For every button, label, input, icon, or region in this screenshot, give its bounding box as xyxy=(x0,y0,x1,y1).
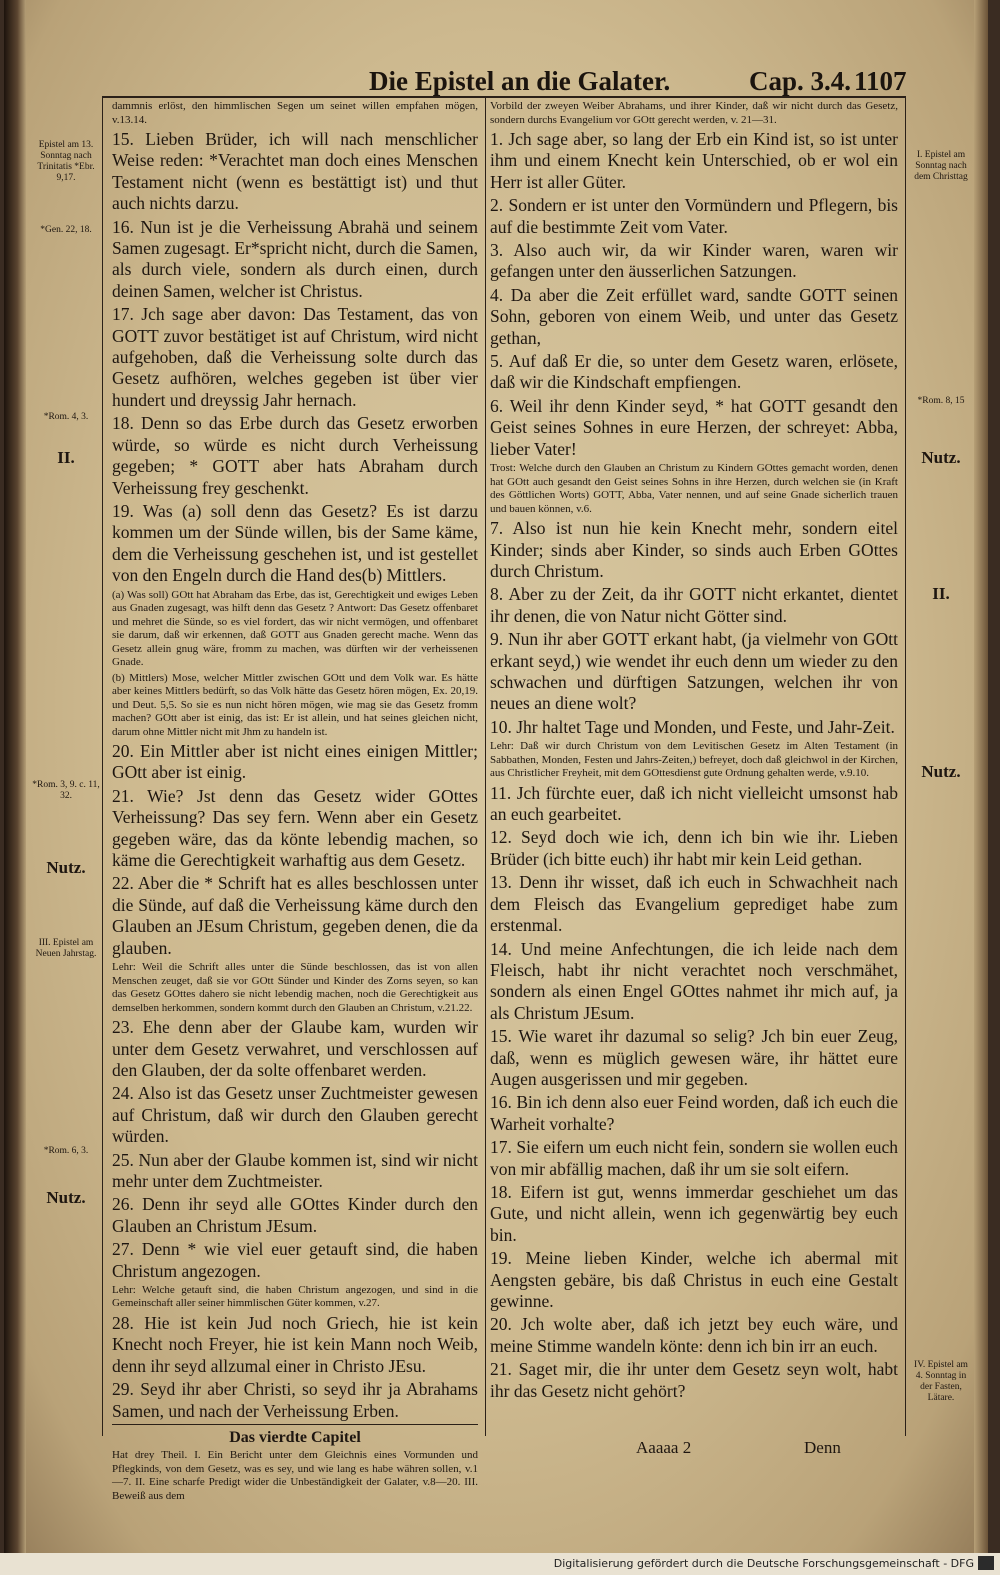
chapter-heading: Das vierdte Capitel xyxy=(112,1424,478,1447)
verse-paragraph: 5. Auf daß Er die, so unter dem Gesetz waren, erlösete, daß wir die Kindschaft empfiengen. xyxy=(490,351,898,393)
verse-paragraph: 29. Seyd ihr aber Christi, so seyd ihr ja Abrahams Samen, und nach der Verheissung Erben. xyxy=(112,1379,478,1421)
verse-paragraph: 1. Jch sage aber, so lang der Erb ein Kind ist, so ist unter ihm und einem Knecht kein Unterschied, ob er wol ein Herr ist aller Güter. xyxy=(490,129,898,192)
commentary-paragraph: Vorbild der zweyen Weiber Abrahams, und ihrer Kinder, daß wir nicht durch das Gesetz, sondern durchs Evangelium vor GOtt gerecht werden, v. 21—31. xyxy=(490,100,898,126)
verse-paragraph: 16. Nun ist je die Verheissung Abrahä und seinem Samen zugesagt. Er*spricht nicht, durch die Samen, als durch viele, sondern als durch einen, durch deinen Samen, welcher ist Christus. xyxy=(112,216,478,301)
verse-paragraph: 11. Jch fürchte euer, daß ich nicht vielleicht umsonst hab an euch gearbeitet. xyxy=(490,782,898,825)
verse-paragraph: 10. Jhr haltet Tage und Monden, und Feste, und Jahr-Zeit. xyxy=(490,716,895,737)
margin-note-left: III. Epistel am Neuen Jahrstag. xyxy=(35,938,97,959)
margin-note-left: Epistel am 13. Sonntag nach Trinitatis *Ebr. 9,17. xyxy=(37,140,95,183)
verse-paragraph: 17. Jch sage aber davon: Das Testament, das von GOTT zuvor bestätiget ist auf Christum, wird nicht aufgehoben, daß die Verheissung solte durch das Gesetz aufhören, welches gegeben ist über vier hundert und dreyssig Jahr hernach. xyxy=(112,304,478,410)
book-spine-shadow xyxy=(4,0,26,1575)
commentary-paragraph: (b) Mittlers) Mose, welcher Mittler zwischen GOtt und dem Volk war. Es hätte aber keines Mittlers bedürft, so das Volk hätte das Gesetz hören mögen, Ex. 20,19. und Deut. 5,5. So sie es nun nicht hören mögen, wie mag sie das Gesetz fromm machen? GOtt aber ist einig, das ist: Er ist allein, und hat seines gleichen nicht, darum ohne Mittler nicht mit Jhm zu handeln ist. xyxy=(112,671,478,738)
verse-paragraph: 9. Nun ihr aber GOTT erkant habt, (ja vielmehr von GOtt erkant seyd,) wie wendet ihr euch denn um wieder zu den schwachen und dürftigen Satzungen, welchen ihr von neues an diene wolt? xyxy=(490,629,898,714)
margin-note-left: Nutz. xyxy=(46,858,86,877)
right-text-column xyxy=(490,100,898,1438)
verse-paragraph: 13. Denn ihr wisset, daß ich euch in Schwachheit nach dem Fleisch das Evangelium geprediget habe zum erstenmal. xyxy=(490,872,898,936)
margin-note-right: Nutz. xyxy=(921,762,961,781)
digitization-note: Digitalisierung gefördert durch die Deutsche Forschungsgemeinschaft - DFG xyxy=(553,1557,974,1570)
verse-paragraph: 19. Meine lieben Kinder, welche ich abermal mit Aengsten gebäre, bis daß Christus in euch eine Gestalt gewinne. xyxy=(490,1248,898,1311)
book-page xyxy=(4,0,988,1575)
verse-paragraph: 4. Da aber die Zeit erfüllet ward, sandte GOTT seinen Sohn, geboren von einem Weib, und unter das Gesetz gethan, xyxy=(490,284,898,348)
margin-note-left: *Rom. 6, 3. xyxy=(43,1146,89,1156)
verse-paragraph: 2. Sondern er ist unter den Vormündern und Pflegern, bis auf die bestimmte Zeit vom Vater. xyxy=(490,195,898,237)
verse-paragraph: 27. Denn * wie viel euer getauft sind, die haben Christum angezogen. xyxy=(112,1239,478,1281)
margin-note-left: *Gen. 22, 18. xyxy=(40,225,92,235)
margin-note-right: II. xyxy=(932,584,950,603)
verse-paragraph: 14. Und meine Anfechtungen, die ich leide nach dem Fleisch, habt ihr nicht verachtet noch verschmähet, sondern als einen Engel GOttes nahmet ihr mich auf, ja als Christum JEsum. xyxy=(490,938,898,1023)
commentary-paragraph: Lehr: Daß wir durch Christum von dem Levitischen Gesetz im Alten Testament (in Sabbathen, Monden, Festen und Jahrs-Zeiten,) befreyet, doch daß gleichwol in der Kirchen, aus Christlicher Freyheit, mit dem GOttesdienst gute Ordnung gehalten werde, v.9.10. xyxy=(490,740,898,780)
verse-paragraph: 15. Lieben Brüder, ich will nach menschlicher Weise reden: *Verachtet man doch eines Menschen Testament nicht (wenn es bestättigt ist) und thut auch nichts darzu. xyxy=(112,129,478,214)
verse-paragraph: 23. Ehe denn aber der Glaube kam, wurden wir unter dem Gesetz verwahret, und verschlossen auf den Glauben, der da solte offenbaret werden. xyxy=(112,1017,478,1080)
right-frame-rule xyxy=(905,98,906,1436)
verse-paragraph: 20. Ein Mittler aber ist nicht eines einigen Mittler; GOtt aber ist einig. xyxy=(112,741,478,783)
verse-paragraph: 17. Sie eifern um euch nicht fein, sondern sie wollen euch von mir abfällig machen, daß ihr um sie solt eifern. xyxy=(490,1137,898,1179)
column-divider xyxy=(485,98,486,1436)
commentary-paragraph: Lehr: Welche getauft sind, die haben Christum angezogen, und sind in die Gemeinschaft aller seiner himmlischen Güter kommen, v.27. xyxy=(112,1283,478,1310)
verse-paragraph: 20. Jch wolte aber, daß ich jetzt bey euch wäre, und meine Stimme wandeln könte: denn ich bin irr an euch. xyxy=(490,1314,898,1356)
left-frame-rule xyxy=(102,98,103,1436)
verse-paragraph: 7. Also ist nun hie kein Knecht mehr, sondern eitel Kinder; sinds aber Kinder, so sinds auch Erben GOttes durch Christum. xyxy=(490,518,898,581)
verse-paragraph: 6. Weil ihr denn Kinder seyd, * hat GOTT gesandt den Geist seines Sohnes in eure Herzen, der schreyet: Abba, lieber Vater! xyxy=(490,395,898,459)
margin-note-right: I. Epistel am Sonntag nach dem Christtag xyxy=(914,150,968,182)
dfg-logo-icon xyxy=(978,1556,994,1570)
verse-paragraph: 19. Was (a) soll denn das Gesetz? Es ist darzu kommen um der Sünde willen, bis der Same käme, dem die Verheissung geschehen ist, und ist gestellet von den Engeln durch die Hand des(b) Mittlers. xyxy=(112,500,478,586)
margin-note-left: *Rom. 4, 3. xyxy=(43,412,89,422)
verse-paragraph: 16. Bin ich denn also euer Feind worden, daß ich euch die Warheit vorhalte? xyxy=(490,1092,898,1134)
left-text-column xyxy=(112,100,478,1502)
catchword: Denn xyxy=(804,1438,841,1457)
verse-paragraph: 18. Eifern ist gut, wenns immerdar geschiehet um das Gute, und nicht allein, wenn ich gegenwärtig bey euch bin. xyxy=(490,1181,898,1245)
commentary-paragraph: (a) Was soll) GOtt hat Abraham das Erbe, das ist, Gerechtigkeit und ewiges Leben aus Gnaden zugesagt, was hilft denn das Gesetz ? Antwort: Das Gesetz offenbaret und mehret die Sünde, so es viel fordert, das wir nicht vermögen, und offenbaret sie darum, daß wir erkennen, daß GOTT aus Gnaden gerecht mache. Wenn das Gesetz allein gnug wäre, fromm zu machen, was dürften wir der verheissenen Gnade. xyxy=(112,588,478,669)
verse-paragraph: 28. Hie ist kein Jud noch Griech, hie ist kein Knecht noch Freyer, hie ist kein Mann noch Weib, denn ihr seyd allzumal einer in Christo JEsu. xyxy=(112,1312,478,1376)
verse-paragraph: 12. Seyd doch wie ich, denn ich bin wie ihr. Lieben Brüder (ich bitte euch) ihr habt mir kein Leid gethan. xyxy=(490,827,898,869)
verse-paragraph: 18. Denn so das Erbe durch das Gesetz erworben würde, so würde es nicht durch Verheissung gegeben; * GOTT aber hats Abraham durch Verheissung frey geschenkt. xyxy=(112,413,478,498)
margin-note-left: II. xyxy=(57,448,75,467)
commentary-paragraph: dammnis erlöst, den himmlischen Segen um seinet willen empfahen mögen, v.13.14. xyxy=(112,100,478,126)
verse-paragraph: 26. Denn ihr seyd alle GOttes Kinder durch den Glauben an Christum JEsum. xyxy=(112,1194,478,1236)
verse-paragraph: 22. Aber die * Schrift hat es alles beschlossen unter die Sünde, auf daß die Verheissung käme durch den Glauben an JEsum Christum, gegeben denen, die da glauben. xyxy=(112,873,478,958)
margin-note-right: IV. Epistel am 4. Sonntag in der Fasten, Lätare. xyxy=(914,1360,968,1403)
margin-note-right: *Rom. 8, 15 xyxy=(917,396,965,406)
verse-paragraph: 15. Wie waret ihr dazumal so selig? Jch bin euer Zeug, daß, wenn es müglich gewesen wäre, ihr hättet eure Augen ausgerissen und mir gegeben. xyxy=(490,1026,898,1089)
commentary-paragraph: Lehr: Weil die Schrift alles unter die Sünde beschlossen, das ist von allen Menschen zeuget, daß sie vor GOtt Sünder und Kinder des Zorns seyen, so kan das Gesetz GOttes dahero sie nicht lebendig machen, noch die Gerechtigkeit aus demselben herkommen, sondern kommt durch den Glauben an Christum, v.21.22. xyxy=(112,961,478,1014)
verse-paragraph: 24. Also ist das Gesetz unser Zuchtmeister gewesen auf Christum, daß wir durch den Glauben gerecht würden. xyxy=(112,1083,478,1147)
chapter-label: Cap. 3.4. xyxy=(749,66,852,96)
commentary-paragraph: Hat drey Theil. I. Ein Bericht unter dem Gleichnis eines Vormunden und Pflegkinds, von dem Gesetz, was es sey, und wie lang es habe währen sollen, v.1—7. II. Eine scharfe Predigt wider die Unbeständigkeit der Galater, v.8—20. III. Beweiß aus dem xyxy=(112,1449,478,1502)
running-title: Die Epistel an die Galater. xyxy=(369,66,671,96)
header-rule xyxy=(102,96,906,98)
page-edge xyxy=(974,0,988,1575)
margin-note-left: Nutz. xyxy=(46,1188,86,1207)
verse-paragraph: 25. Nun aber der Glaube kommen ist, sind wir nicht mehr unter dem Zuchtmeister. xyxy=(112,1149,478,1191)
verse-paragraph: 3. Also auch wir, da wir Kinder waren, waren wir gefangen unter den äusserlichen Satzungen. xyxy=(490,240,898,282)
verse-paragraph: 21. Wie? Jst denn das Gesetz wider GOttes Verheissung? Das sey fern. Wenn aber ein Gesetz gegeben wäre, das da könte lebendig machen, so käme die Gerechtigkeit warhaftig aus dem Gesetz. xyxy=(112,785,478,871)
margin-note-right: Nutz. xyxy=(921,448,961,467)
margin-note-left: *Rom. 3, 9. c. 11, 32. xyxy=(32,780,100,801)
verse-paragraph: 21. Saget mir, die ihr unter dem Gesetz seyn wolt, habt ihr das Gesetz nicht gehört? xyxy=(490,1359,898,1401)
signature-mark: Aaaaa 2 xyxy=(636,1438,692,1457)
commentary-paragraph: Trost: Welche durch den Glauben an Christum zu Kindern GOttes gemacht worden, denen hat GOtt auch gesandt den Geist seines Sohns in ihre Herzen, durch welchen sie (in Kraft des Göttlichen Worts) GOTT, Abba, Vater nennen, und auf seine Gnade sicherlich trauen und bauen können, v.6. xyxy=(490,462,898,515)
page-number: 1107 xyxy=(854,66,907,96)
verse-paragraph: 8. Aber zu der Zeit, da ihr GOTT nicht erkantet, dientet ihr denen, die von Natur nicht Götter sind. xyxy=(490,584,898,626)
